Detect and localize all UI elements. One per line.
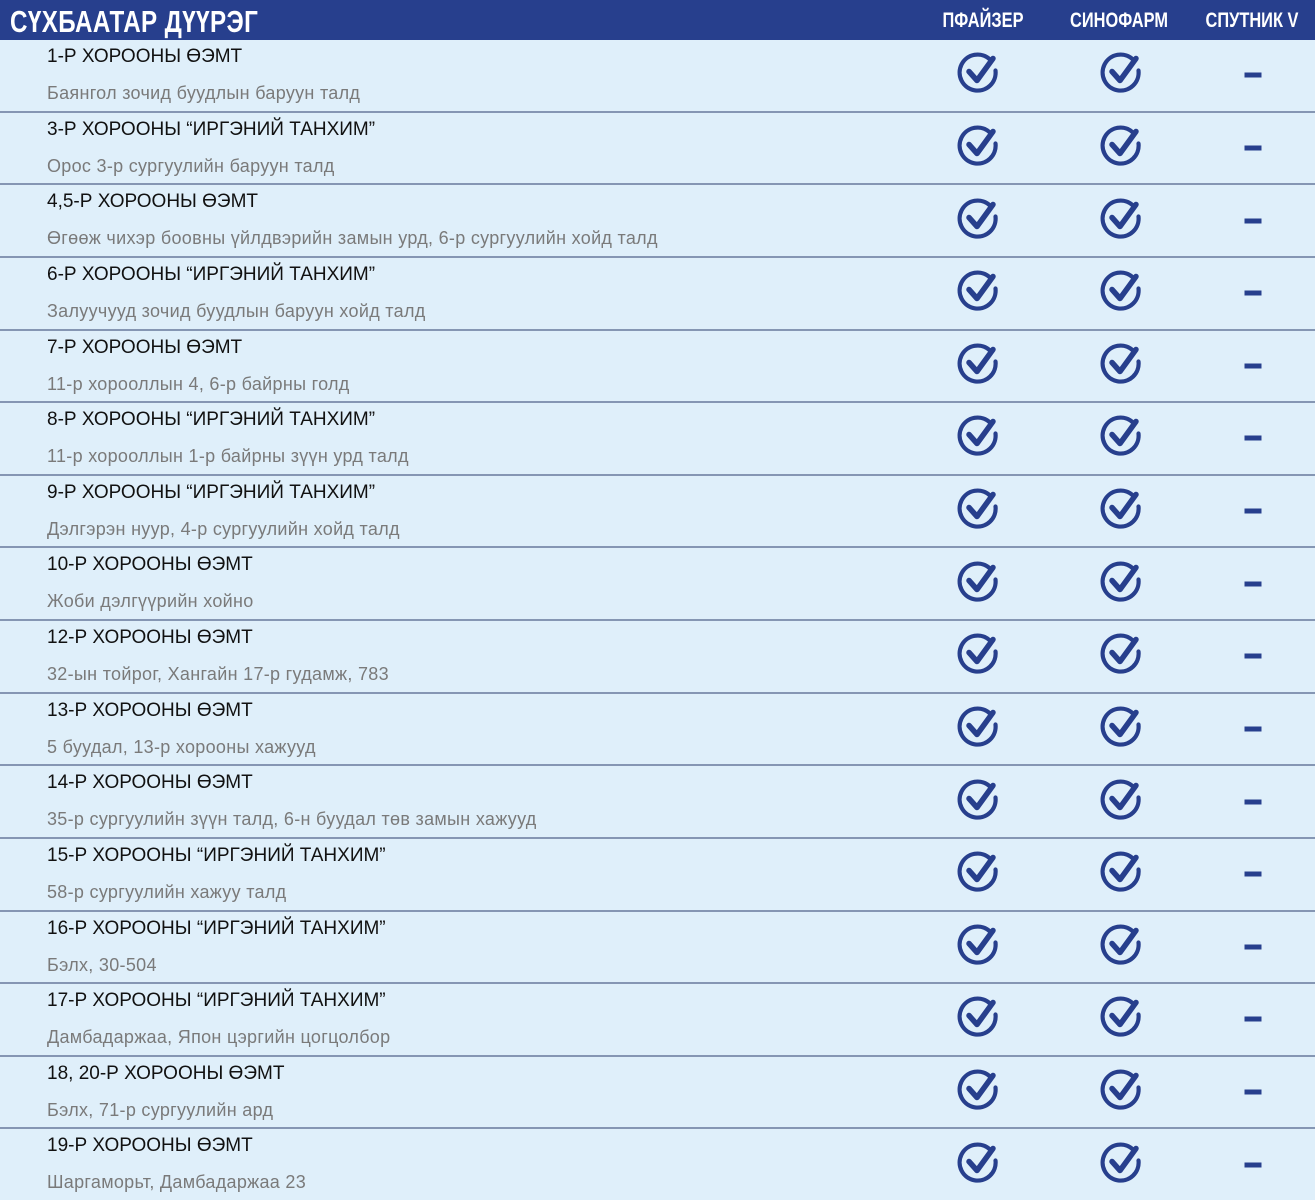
check-circle-icon — [1099, 123, 1143, 172]
dash-icon — [1245, 799, 1262, 804]
vaccination-sites-list — [0, 40, 1315, 1200]
site-name: 14-Р ХОРООНЫ ӨЭМТ — [47, 772, 253, 794]
check-circle-icon — [1099, 269, 1143, 318]
table-row — [0, 694, 1315, 767]
check-circle-icon — [1099, 922, 1143, 971]
check-circle-icon — [1099, 1140, 1143, 1189]
site-name: 7-Р ХОРООНЫ ӨЭМТ — [47, 336, 243, 358]
site-name: 12-Р ХОРООНЫ ӨЭМТ — [47, 627, 253, 648]
check-circle-icon — [956, 341, 1000, 390]
table-row — [0, 766, 1315, 839]
dash-icon — [1245, 145, 1262, 150]
dash-icon — [1245, 581, 1262, 586]
table-row — [0, 185, 1315, 258]
check-circle-icon — [1099, 51, 1143, 100]
site-address: 5 буудал, 13-р хорооны хажууд — [47, 736, 316, 757]
check-circle-icon — [956, 123, 1000, 172]
site-name: 15-Р ХОРООНЫ “ИРГЭНИЙ ТАНХИМ” — [47, 844, 386, 866]
table-row — [0, 839, 1315, 912]
table-row — [0, 331, 1315, 404]
dash-icon — [1245, 363, 1262, 368]
site-address: Жоби дэлгүүрийн хойно — [47, 591, 254, 612]
check-circle-icon — [956, 922, 1000, 971]
site-address: Залуучууд зочид буудлын баруун хойд талд — [47, 300, 426, 321]
site-name: 19-Р ХОРООНЫ ӨЭМТ — [47, 1135, 253, 1157]
dash-icon — [1245, 1162, 1262, 1167]
check-circle-icon — [956, 632, 1000, 681]
site-address: 11-р хорооллын 4, 6-р байрны голд — [47, 373, 350, 394]
table-row — [0, 548, 1315, 621]
check-circle-icon — [956, 1068, 1000, 1117]
check-circle-icon — [956, 1140, 1000, 1189]
table-row — [0, 1057, 1315, 1130]
column-header-sinopharm: СИНОФАРМ — [1070, 9, 1168, 32]
dash-icon — [1245, 944, 1262, 949]
site-name: 17-Р ХОРООНЫ “ИРГЭНИЙ ТАНХИМ” — [47, 990, 386, 1012]
dash-icon — [1245, 1017, 1262, 1022]
dash-icon — [1245, 1090, 1262, 1095]
dash-icon — [1245, 654, 1262, 659]
site-name: 6-Р ХОРООНЫ “ИРГЭНИЙ ТАНХИМ” — [47, 263, 376, 285]
site-name: 18, 20-Р ХОРООНЫ ӨЭМТ — [47, 1062, 285, 1084]
dash-icon — [1245, 872, 1262, 877]
table-row — [0, 113, 1315, 186]
table-row — [0, 912, 1315, 985]
site-address: 32-ын тойрог, Хангайн 17-р гудамж, 783 — [47, 664, 389, 684]
site-address: 11-р хорооллын 1-р байрны зүүн урд талд — [47, 446, 409, 467]
dash-icon — [1245, 726, 1262, 731]
site-name: 10-Р ХОРООНЫ ӨЭМТ — [47, 554, 253, 576]
table-row — [0, 621, 1315, 694]
check-circle-icon — [956, 995, 1000, 1044]
table-header — [0, 0, 1315, 40]
check-circle-icon — [1099, 414, 1143, 463]
check-circle-icon — [1099, 1068, 1143, 1117]
site-address: 58-р сургуулийн хажуу талд — [47, 881, 287, 902]
site-address: Дэлгэрэн нуур, 4-р сургуулийн хойд талд — [47, 518, 400, 539]
dash-icon — [1245, 291, 1262, 296]
column-header-pfizer: ПФАЙЗЕР — [942, 9, 1024, 32]
check-circle-icon — [956, 196, 1000, 245]
check-circle-icon — [956, 51, 1000, 100]
table-row — [0, 476, 1315, 549]
site-address: 35-р сургуулийн зүүн талд, 6-н буудал төв замын хажууд — [47, 809, 537, 830]
table-row — [0, 403, 1315, 476]
site-address: Шаргаморьт, Дамбадаржаа 23 — [47, 1172, 307, 1193]
site-address: Орос 3-р сургуулийн баруун талд — [47, 155, 335, 176]
site-address: Өгөөж чихэр боовны үйлдвэрийн замын урд, 6-р сургуулийн хойд талд — [47, 228, 658, 249]
site-name: 4,5-Р ХОРООНЫ ӨЭМТ — [47, 191, 259, 213]
check-circle-icon — [1099, 559, 1143, 608]
site-address: Дамбадаржаа, Япон цэргийн цогцолбор — [47, 1027, 391, 1048]
dash-icon — [1245, 436, 1262, 441]
check-circle-icon — [956, 777, 1000, 826]
check-circle-icon — [1099, 995, 1143, 1044]
site-address: Бэлх, 71-р сургуулийн ард — [47, 1099, 274, 1120]
dash-icon — [1245, 73, 1262, 78]
site-name: 13-Р ХОРООНЫ ӨЭМТ — [47, 699, 253, 721]
check-circle-icon — [1099, 196, 1143, 245]
check-circle-icon — [1099, 632, 1143, 681]
site-name: 9-Р ХОРООНЫ “ИРГЭНИЙ ТАНХИМ” — [47, 481, 376, 503]
dash-icon — [1245, 218, 1262, 223]
table-row — [0, 258, 1315, 331]
site-name: 1-Р ХОРООНЫ ӨЭМТ — [47, 46, 243, 67]
check-circle-icon — [1099, 704, 1143, 753]
district-title: СҮХБААТАР ДҮҮРЭГ — [10, 4, 259, 39]
check-circle-icon — [956, 850, 1000, 899]
table-row — [0, 1129, 1315, 1200]
check-circle-icon — [1099, 341, 1143, 390]
dash-icon — [1245, 509, 1262, 514]
check-circle-icon — [956, 414, 1000, 463]
check-circle-icon — [1099, 487, 1143, 536]
column-header-sputnik: СПУТНИК V — [1205, 9, 1299, 32]
site-name: 8-Р ХОРООНЫ “ИРГЭНИЙ ТАНХИМ” — [47, 409, 376, 431]
site-name: 3-Р ХОРООНЫ “ИРГЭНИЙ ТАНХИМ” — [47, 118, 376, 140]
site-name: 16-Р ХОРООНЫ “ИРГЭНИЙ ТАНХИМ” — [47, 917, 386, 939]
check-circle-icon — [1099, 850, 1143, 899]
table-row — [0, 40, 1315, 113]
check-circle-icon — [1099, 777, 1143, 826]
check-circle-icon — [956, 487, 1000, 536]
check-circle-icon — [956, 704, 1000, 753]
check-circle-icon — [956, 269, 1000, 318]
site-address: Бэлх, 30-504 — [47, 954, 157, 975]
table-row — [0, 984, 1315, 1057]
check-circle-icon — [956, 559, 1000, 608]
site-address: Баянгол зочид буудлын баруун талд — [47, 83, 361, 103]
